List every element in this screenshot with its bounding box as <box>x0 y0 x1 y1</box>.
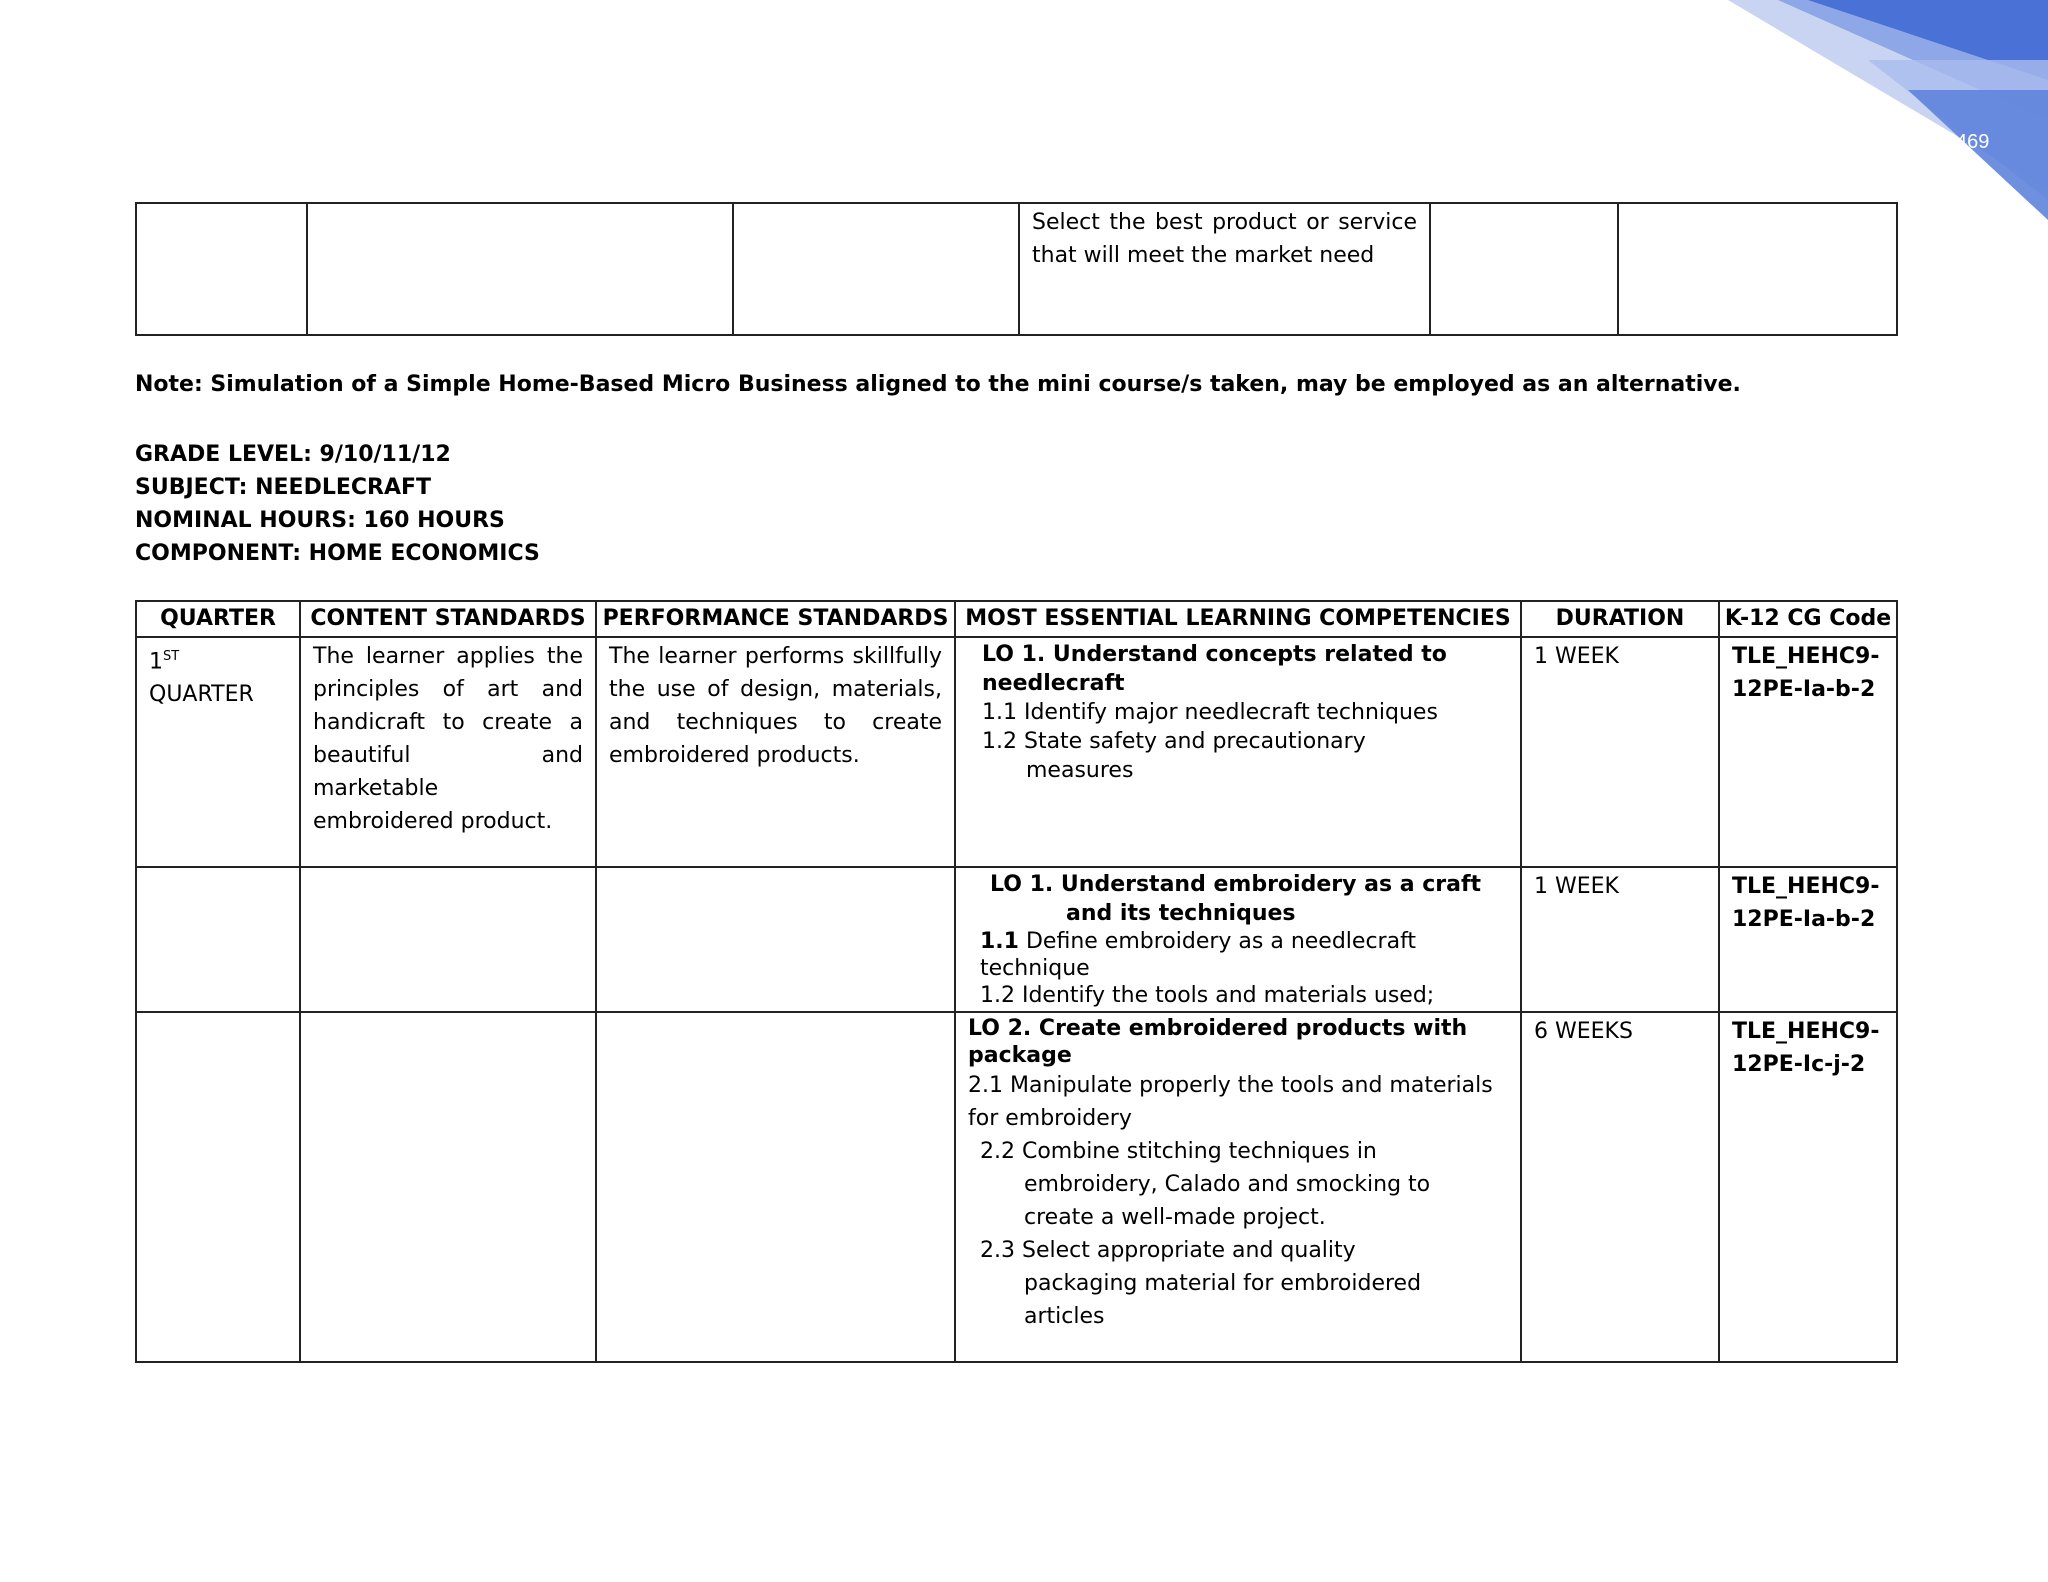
header-performance: PERFORMANCE STANDARDS <box>596 601 955 637</box>
table-header-row <box>136 601 1897 637</box>
competencies-cell: LO 1. Understand embroidery as a craft and its techniques 1.1 Define embroidery as a needlecraft technique 1.2 Identify the tools and materials used; <box>955 867 1521 1012</box>
table-row <box>136 867 1897 1012</box>
header-quarter: QUARTER <box>136 601 300 637</box>
course-meta <box>135 438 540 570</box>
grade-level: GRADE LEVEL: 9/10/11/12 <box>135 442 451 467</box>
curriculum-table <box>135 600 1898 1363</box>
table-row <box>136 203 1897 335</box>
duration-cell: 1 WEEK <box>1521 867 1719 1012</box>
page-number: 469 <box>1956 131 1990 153</box>
header-code: K-12 CG Code <box>1719 601 1897 637</box>
code-cell: TLE_HEHC9-12PE-Ia-b-2 <box>1719 637 1897 867</box>
code-cell: TLE_HEHC9-12PE-Ia-b-2 <box>1719 867 1897 1012</box>
header-content: CONTENT STANDARDS <box>300 601 596 637</box>
code-cell: TLE_HEHC9-12PE-Ic-j-2 <box>1719 1012 1897 1362</box>
competencies-cell: LO 2. Create embroidered products with package 2.1 Manipulate properly the tools and materials for embroidery 2.2 Combine stitching techniques in embroidery, Calado and smocking to create a well-made project. 2.3 Select appropriate and quality packaging material for embroidered articles <box>955 1012 1521 1362</box>
header-competencies: MOST ESSENTIAL LEARNING COMPETENCIES <box>955 601 1521 637</box>
component: COMPONENT: HOME ECONOMICS <box>135 541 540 566</box>
duration-cell: 1 WEEK <box>1521 637 1719 867</box>
nominal-hours: NOMINAL HOURS: 160 HOURS <box>135 508 505 533</box>
content-standard: The learner applies the principles of art and handicraft to create a beautiful and marketable embroidered product. <box>300 637 596 867</box>
competencies-cell: LO 1. Understand concepts related to needlecraft 1.1 Identify major needlecraft techniques 1.2 State safety and precautionary measures <box>955 637 1521 867</box>
competency-text: Select the best product or service that will meet the market need <box>1032 210 1417 268</box>
continuation-table <box>135 202 1898 336</box>
duration-cell: 6 WEEKS <box>1521 1012 1719 1362</box>
performance-standard: The learner performs skillfully the use of design, materials, and techniques to create embroidered products. <box>596 637 955 867</box>
table-row <box>136 637 1897 867</box>
quarter-cell: 1ST QUARTER <box>136 637 300 867</box>
note: Note: Simulation of a Simple Home-Based Micro Business aligned to the mini course/s taken, may be employed as an alternative. <box>135 372 1741 397</box>
table-row <box>136 1012 1897 1362</box>
header-duration: DURATION <box>1521 601 1719 637</box>
subject: SUBJECT: NEEDLECRAFT <box>135 475 432 500</box>
